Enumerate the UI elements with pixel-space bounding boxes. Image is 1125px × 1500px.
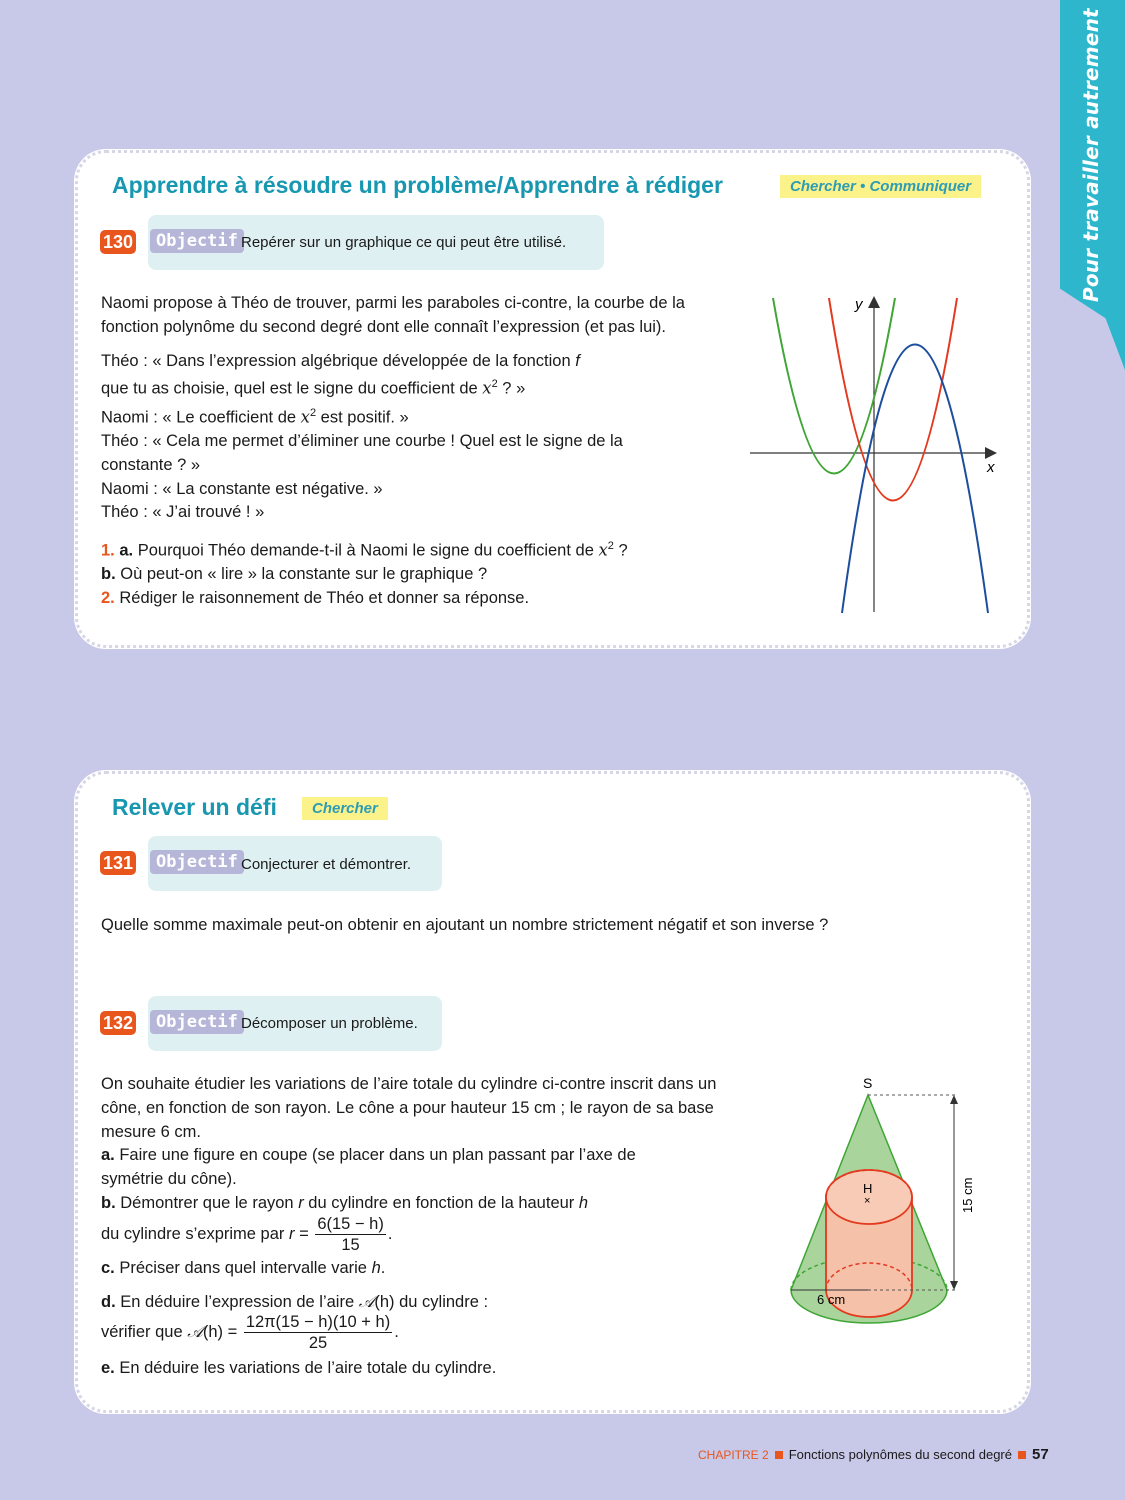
- section2-title: Relever un défi: [112, 794, 277, 820]
- radius-label: 6 cm: [817, 1292, 846, 1307]
- dialogue-line-3: Théo : « Cela me permet d’éliminer une courbe ! Quel est le signe de la constante ? »: [101, 431, 623, 474]
- y-axis-arrow: [868, 296, 880, 308]
- footer-square-icon: [775, 1451, 783, 1459]
- objective-label-131: Objectif: [150, 850, 244, 874]
- r-fraction: $\frac{6(15 - h)}{15}$: [317, 1214, 384, 1254]
- section1-tag: Chercher • Communiquer: [780, 175, 981, 198]
- center-label: H: [863, 1181, 873, 1196]
- question-2: 2. Rédiger le raisonnement de Théo et donner sa réponse.: [101, 589, 530, 608]
- dialogue-line-1: Théo : « Dans l’expression algébrique développée de la fonction f que tu as choisie, quel est le signe du coefficient de $x^2$ ? »: [101, 351, 580, 398]
- height-arrow-bottom: [950, 1281, 958, 1290]
- page-number: 57: [1032, 1446, 1049, 1463]
- height-label: 15 cm: [960, 1177, 975, 1213]
- section2-tag: Chercher: [302, 797, 388, 820]
- page-footer: [698, 1446, 1049, 1463]
- dialogue-line-2: Naomi : « Le coefficient de $x^2$ est positif. »: [101, 406, 409, 427]
- ex132-c: c. Préciser dans quel intervalle varie h.: [101, 1258, 386, 1277]
- exercise-132-body: [101, 1073, 741, 1381]
- ex132-b-line1: b. Démontrer que le rayon r du cylindre en fonction de la hauteur h: [101, 1193, 589, 1212]
- footer-chapter: CHAPITRE 2: [698, 1448, 769, 1462]
- footer-square-icon-2: [1018, 1451, 1026, 1459]
- intro-text: Naomi propose à Théo de trouver, parmi les paraboles ci-contre, la courbe de la fonction polynôme du second degré dont elle connaît l’expression (et pas lui).: [101, 294, 685, 336]
- dialogue-line-4: Naomi : « La constante est négative. »: [101, 479, 383, 498]
- x-axis-label: x: [987, 459, 995, 476]
- side-tab-label: Pour travailler autrement: [1079, 8, 1103, 302]
- exercise-130-body: [101, 292, 701, 611]
- objective-label-132: Objectif: [150, 1010, 244, 1034]
- question-1a: 1. a. Pourquoi Théo demande-t-il à Naomi le signe du coefficient de $x^2$ ?: [101, 540, 628, 560]
- question-1b: b. Où peut-on « lire » la constante sur le graphique ?: [101, 565, 488, 584]
- cone-cylinder-figure: [780, 1070, 990, 1350]
- exercise-131-text: Quelle somme maximale peut-on obtenir en ajoutant un nombre strictement négatif et son inverse ?: [101, 916, 829, 934]
- objective-label-130: Objectif: [150, 229, 244, 253]
- ex132-e: e. En déduire les variations de l’aire totale du cylindre.: [101, 1359, 497, 1378]
- apex-label: S: [863, 1075, 873, 1091]
- objective-text-131: Conjecturer et démontrer.: [241, 856, 412, 873]
- ex132-intro: On souhaite étudier les variations de l’aire totale du cylindre ci-contre inscrit dans un cône, en fonction de son rayon. Le cône a pour hauteur 15 cm ; le rayon de sa base mesure 6 cm.: [101, 1075, 717, 1141]
- dialogue-line-5: Théo : « J’ai trouvé ! »: [101, 503, 265, 522]
- red-parabola: [829, 298, 957, 501]
- footer-title: Fonctions polynômes du second degré: [788, 1447, 1012, 1462]
- ex132-a: a. Faire une figure en coupe (se placer dans un plan passant par l’axe de symétrie du cône).: [101, 1146, 636, 1189]
- objective-text-132: Décomposer un problème.: [241, 1015, 418, 1032]
- ex132-b-line2: du cylindre s’exprime par r = $\frac{6(15 - h)}{15}$ .: [101, 1214, 393, 1254]
- section1-title: Apprendre à résoudre un problème/Apprendre à rédiger: [112, 172, 723, 198]
- parabolas-graph: [745, 290, 1005, 620]
- height-arrow-top: [950, 1095, 958, 1104]
- exercise-number-132: 132: [100, 1011, 136, 1035]
- center-mark: ×: [864, 1195, 871, 1207]
- ex132-verify: vérifier que 𝒜(h) = $\frac{12\pi(15 - h)(10 + h)}{25}$ .: [101, 1313, 399, 1353]
- ex132-d: d. En déduire l’expression de l’aire 𝒜(h) du cylindre :: [101, 1292, 489, 1311]
- exercise-number-130: 130: [100, 230, 136, 254]
- x-axis-arrow: [985, 447, 997, 459]
- y-axis-label: y: [855, 296, 863, 313]
- exercise-number-131: 131: [100, 851, 136, 875]
- area-fraction: $\frac{12\pi(15 - h)(10 + h)}{25}$: [245, 1313, 391, 1353]
- blue-parabola: [842, 345, 988, 614]
- objective-text-130: Repérer sur un graphique ce qui peut être utilisé.: [241, 234, 567, 251]
